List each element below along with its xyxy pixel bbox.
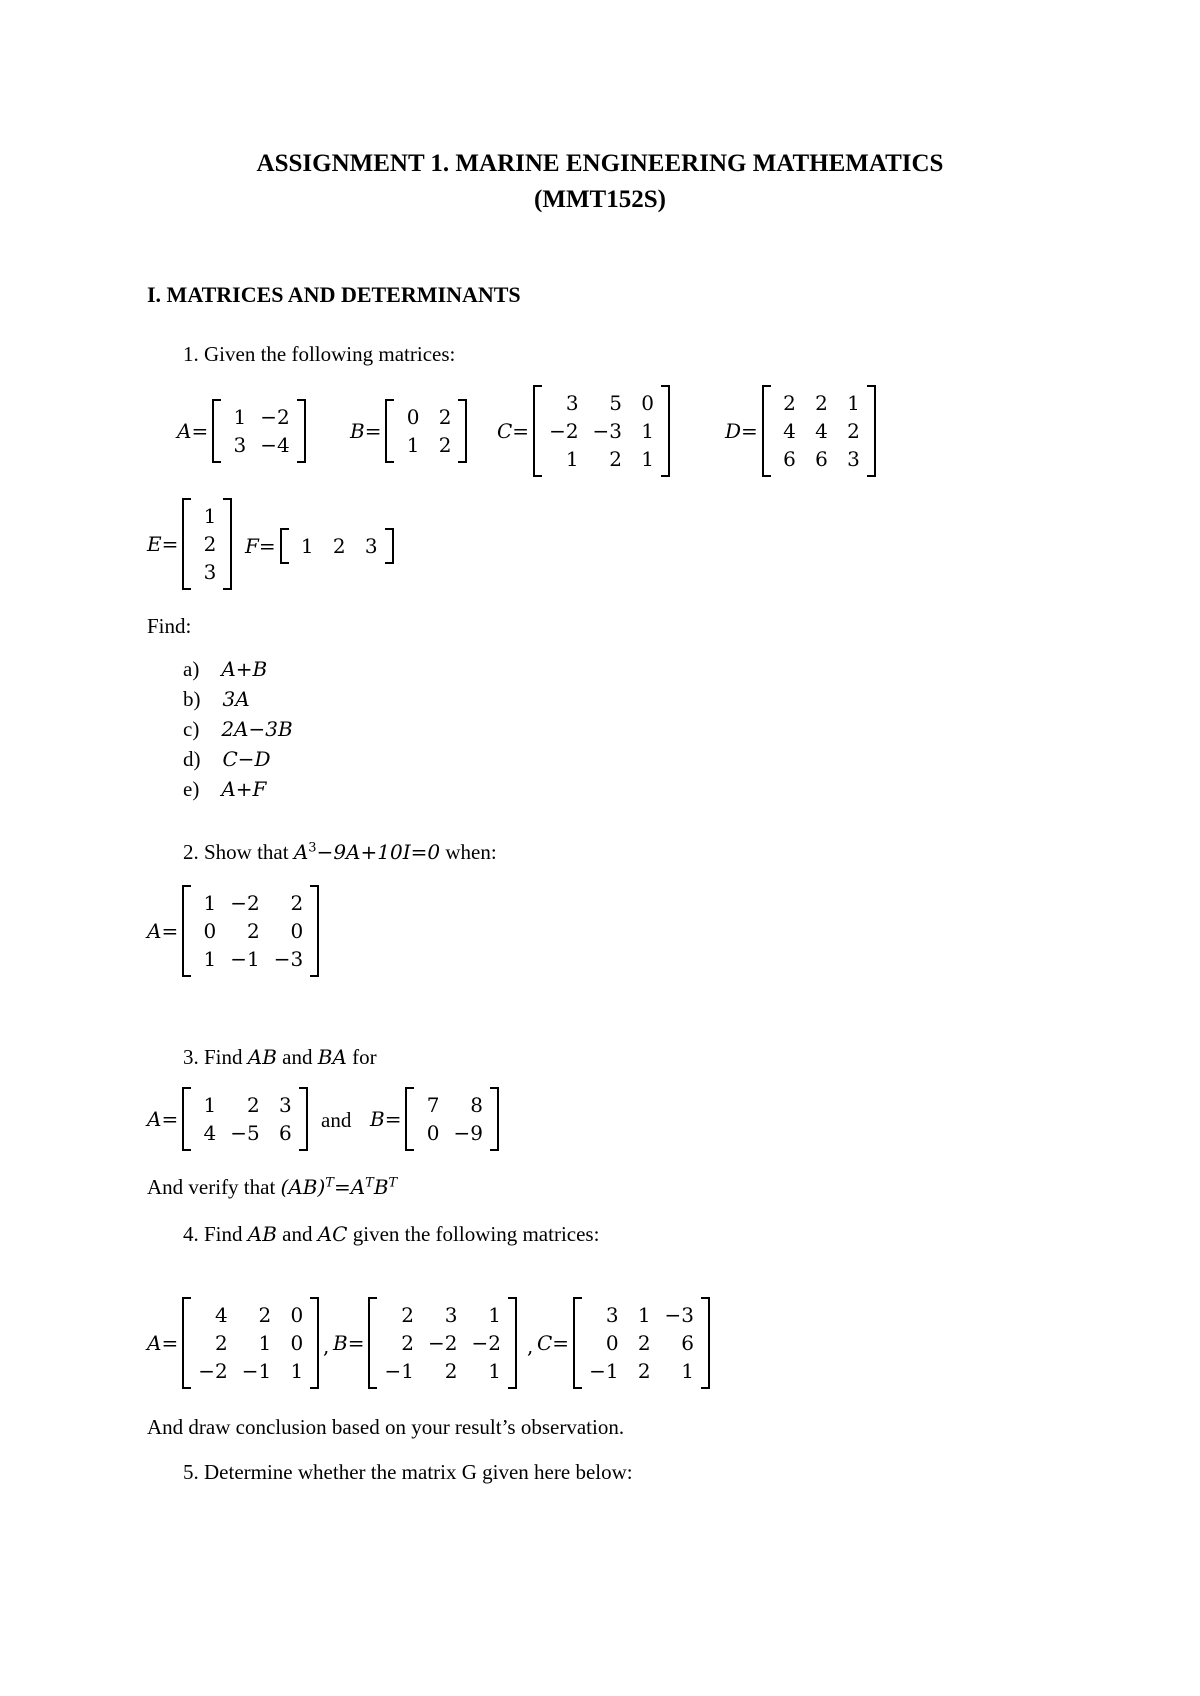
item-label: e) <box>183 777 200 801</box>
matrix-label: B= <box>370 1107 402 1131</box>
matrix-entry: 2 <box>438 433 452 457</box>
matrix-entry: 2 <box>783 391 796 415</box>
matrix-entry: 3 <box>203 560 217 584</box>
matrix-brackets <box>212 399 305 463</box>
q3-and-between: and <box>321 1108 352 1132</box>
verify-eq: =A <box>333 1175 366 1199</box>
q1-text: 1. Given the following matrices: <box>183 342 456 366</box>
q1-item-b <box>183 687 250 712</box>
q1-item-a <box>183 657 267 682</box>
matrix-brackets <box>762 385 876 477</box>
matrix-b-q4 <box>333 1297 517 1389</box>
matrix-brackets <box>182 885 319 977</box>
matrix-entry: 2 <box>246 919 260 943</box>
matrix-entry: 1 <box>258 1331 272 1355</box>
item-expression: A+F <box>221 777 267 801</box>
q3-ab: AB <box>247 1045 277 1069</box>
matrix-entry: 1 <box>641 419 655 443</box>
matrix-brackets <box>405 1087 498 1151</box>
matrix-entry: −2 <box>427 1331 458 1355</box>
matrix-e-q1 <box>147 498 232 590</box>
item-expression: A+B <box>221 657 268 681</box>
matrix-entry: 2 <box>332 534 346 558</box>
item-label: c) <box>183 717 200 741</box>
verify-b: B <box>373 1175 389 1199</box>
matrix-entry: 3 <box>364 534 378 558</box>
matrix-entry: 2 <box>401 1331 414 1355</box>
matrix-entry: −2 <box>260 405 290 429</box>
item-expression: C−D <box>222 747 271 771</box>
matrix-entry: 2 <box>637 1331 651 1355</box>
matrix-entry: 1 <box>290 1359 304 1383</box>
matrix-entry: 1 <box>488 1359 501 1383</box>
q2-equation <box>294 840 440 864</box>
q5-text: 5. Determine whether the matrix G given here below: <box>183 1460 633 1484</box>
verify-sup-1: T <box>325 1175 334 1191</box>
matrix-entry: −3 <box>273 947 304 971</box>
matrix-entry: −1 <box>241 1359 272 1383</box>
matrix-entry: −3 <box>592 419 623 443</box>
matrix-entry: 4 <box>203 1121 217 1145</box>
section-heading: I. MATRICES AND DETERMINANTS <box>147 282 521 307</box>
item-expression: 2A−3B <box>221 717 293 741</box>
matrix-brackets <box>182 498 232 590</box>
matrix-entry: −9 <box>453 1121 483 1145</box>
matrix-entry: 1 <box>847 391 860 415</box>
matrix-c-q4 <box>537 1297 710 1389</box>
q2-eq-rest: −9A+10I=0 <box>316 840 441 864</box>
q2-post: when: <box>445 840 497 864</box>
matrix-entry: −1 <box>589 1359 619 1383</box>
q4-text <box>183 1222 599 1247</box>
matrix-b-q3 <box>370 1087 499 1151</box>
item-label: a) <box>183 657 200 681</box>
matrix-brackets <box>573 1297 710 1389</box>
matrix-entry: 1 <box>203 1093 217 1117</box>
matrix-entry: 2 <box>401 1303 414 1327</box>
q3-verify <box>147 1175 397 1200</box>
matrix-entry: 1 <box>488 1303 501 1327</box>
matrix-entry: 3 <box>847 447 860 471</box>
matrix-brackets <box>182 1087 307 1151</box>
q1-item-d <box>183 747 271 772</box>
q1-item-e <box>183 777 266 802</box>
matrix-entry: 1 <box>637 1303 651 1327</box>
matrix-entry: 1 <box>203 504 217 528</box>
matrix-entry: 0 <box>406 405 420 429</box>
matrix-label: B= <box>333 1331 365 1355</box>
matrix-a-q2 <box>147 885 319 977</box>
q2-text <box>183 840 497 865</box>
matrix-brackets <box>533 385 670 477</box>
matrix-entry: 3 <box>444 1303 458 1327</box>
item-label: b) <box>183 687 201 711</box>
matrix-entry: 1 <box>203 947 217 971</box>
matrix-entry: 6 <box>815 447 828 471</box>
matrix-label: A= <box>177 419 209 443</box>
matrix-entry: −3 <box>664 1303 695 1327</box>
matrix-entry: −4 <box>260 433 290 457</box>
matrix-f-q1 <box>245 528 394 564</box>
matrix-a-q4 <box>147 1297 319 1389</box>
matrix-entry: 0 <box>290 1331 304 1355</box>
verify-text: And verify that <box>147 1175 276 1199</box>
matrix-entry: 2 <box>290 891 304 915</box>
matrix-entry: −1 <box>384 1359 414 1383</box>
matrix-entry: 8 <box>470 1093 483 1117</box>
matrix-label: C= <box>537 1331 570 1355</box>
matrix-entry: 1 <box>203 891 217 915</box>
matrix-entry: 2 <box>438 405 452 429</box>
title-line-2: (MMT152S) <box>534 186 666 213</box>
q2-pre: 2. Show that <box>183 840 289 864</box>
matrix-entry: 2 <box>214 1331 228 1355</box>
matrix-entry: −2 <box>198 1359 228 1383</box>
matrix-entry: 6 <box>783 447 796 471</box>
matrix-entry: 2 <box>246 1093 260 1117</box>
matrix-label: A= <box>147 1331 179 1355</box>
matrix-a-q1 <box>177 399 306 463</box>
matrix-entry: 6 <box>278 1121 292 1145</box>
matrix-entry: 4 <box>214 1303 228 1327</box>
matrix-label: C= <box>497 419 530 443</box>
q4-pre: 4. Find <box>183 1222 243 1246</box>
q3-ba: BA <box>317 1045 347 1069</box>
matrix-entry: −1 <box>230 947 260 971</box>
matrix-entry: 3 <box>565 391 579 415</box>
q2-eq-a: A <box>293 840 309 864</box>
q1-item-c <box>183 717 293 742</box>
matrix-entry: 1 <box>565 447 579 471</box>
matrix-entry: 0 <box>426 1121 440 1145</box>
matrix-brackets <box>385 399 467 463</box>
verify-lhs: (AB) <box>280 1175 326 1199</box>
matrix-entry: −2 <box>549 419 579 443</box>
matrix-brackets <box>280 528 394 564</box>
matrix-entry: 2 <box>815 391 828 415</box>
q4-ac: AC <box>317 1222 348 1246</box>
matrix-entry: 6 <box>681 1331 695 1355</box>
q3-pre: 3. Find <box>183 1045 243 1069</box>
item-label: d) <box>183 747 201 771</box>
item-expression: 3A <box>222 687 250 711</box>
matrix-entry: 1 <box>406 433 420 457</box>
matrix-label: B= <box>350 419 382 443</box>
q4-conclusion: And draw conclusion based on your result’s observation. <box>147 1415 625 1439</box>
matrix-entry: 4 <box>783 419 796 443</box>
matrix-entry: 0 <box>605 1331 619 1355</box>
matrix-entry: 4 <box>815 419 828 443</box>
matrix-entry: 0 <box>290 919 304 943</box>
q3-text <box>183 1045 377 1070</box>
matrix-entry: −2 <box>471 1331 501 1355</box>
q3-for: for <box>352 1045 377 1069</box>
matrix-d-q1 <box>725 385 876 477</box>
verify-equation <box>281 1175 398 1199</box>
matrix-a-q3 <box>147 1087 308 1151</box>
title-line-1: ASSIGNMENT 1. MARINE ENGINEERING MATHEMATICS <box>256 150 944 177</box>
matrix-label: E= <box>147 532 179 556</box>
q4-ab: AB <box>247 1222 277 1246</box>
matrix-entry: 2 <box>258 1303 272 1327</box>
matrix-entry: −2 <box>230 891 260 915</box>
matrix-label: A= <box>147 919 179 943</box>
matrix-entry: −5 <box>230 1121 260 1145</box>
matrix-entry: 3 <box>278 1093 292 1117</box>
q4-separator-2: , <box>527 1334 534 1358</box>
verify-sup-3: T <box>388 1175 398 1191</box>
matrix-entry: 0 <box>641 391 655 415</box>
matrix-entry: 2 <box>203 532 217 556</box>
matrix-c-q1 <box>497 385 670 477</box>
matrix-label: F= <box>245 534 276 558</box>
matrix-entry: 2 <box>637 1359 651 1383</box>
matrix-b-q1 <box>350 399 467 463</box>
q2-eq-exp: 3 <box>308 840 317 856</box>
matrix-entry: 2 <box>609 447 623 471</box>
matrix-entry: 1 <box>233 405 247 429</box>
matrix-entry: 0 <box>203 919 217 943</box>
matrix-label: D= <box>725 419 758 443</box>
q3-and: and <box>282 1045 313 1069</box>
matrix-entry: 2 <box>444 1359 458 1383</box>
matrix-entry: 3 <box>233 433 247 457</box>
verify-sup-2: T <box>365 1175 374 1191</box>
matrix-entry: 0 <box>290 1303 304 1327</box>
matrix-entry: 1 <box>641 447 655 471</box>
matrix-entry: 5 <box>609 391 623 415</box>
matrix-entry: 2 <box>847 419 860 443</box>
q4-post: given the following matrices: <box>352 1222 600 1246</box>
matrix-entry: 7 <box>426 1093 440 1117</box>
matrix-entry: 3 <box>605 1303 619 1327</box>
matrix-brackets <box>182 1297 319 1389</box>
q4-separator-1: , <box>323 1334 330 1358</box>
q4-and: and <box>282 1222 313 1246</box>
matrix-label: A= <box>147 1107 179 1131</box>
matrix-entry: 1 <box>681 1359 695 1383</box>
find-label: Find: <box>147 614 192 638</box>
matrix-entry: 1 <box>300 534 314 558</box>
matrix-brackets <box>368 1297 516 1389</box>
